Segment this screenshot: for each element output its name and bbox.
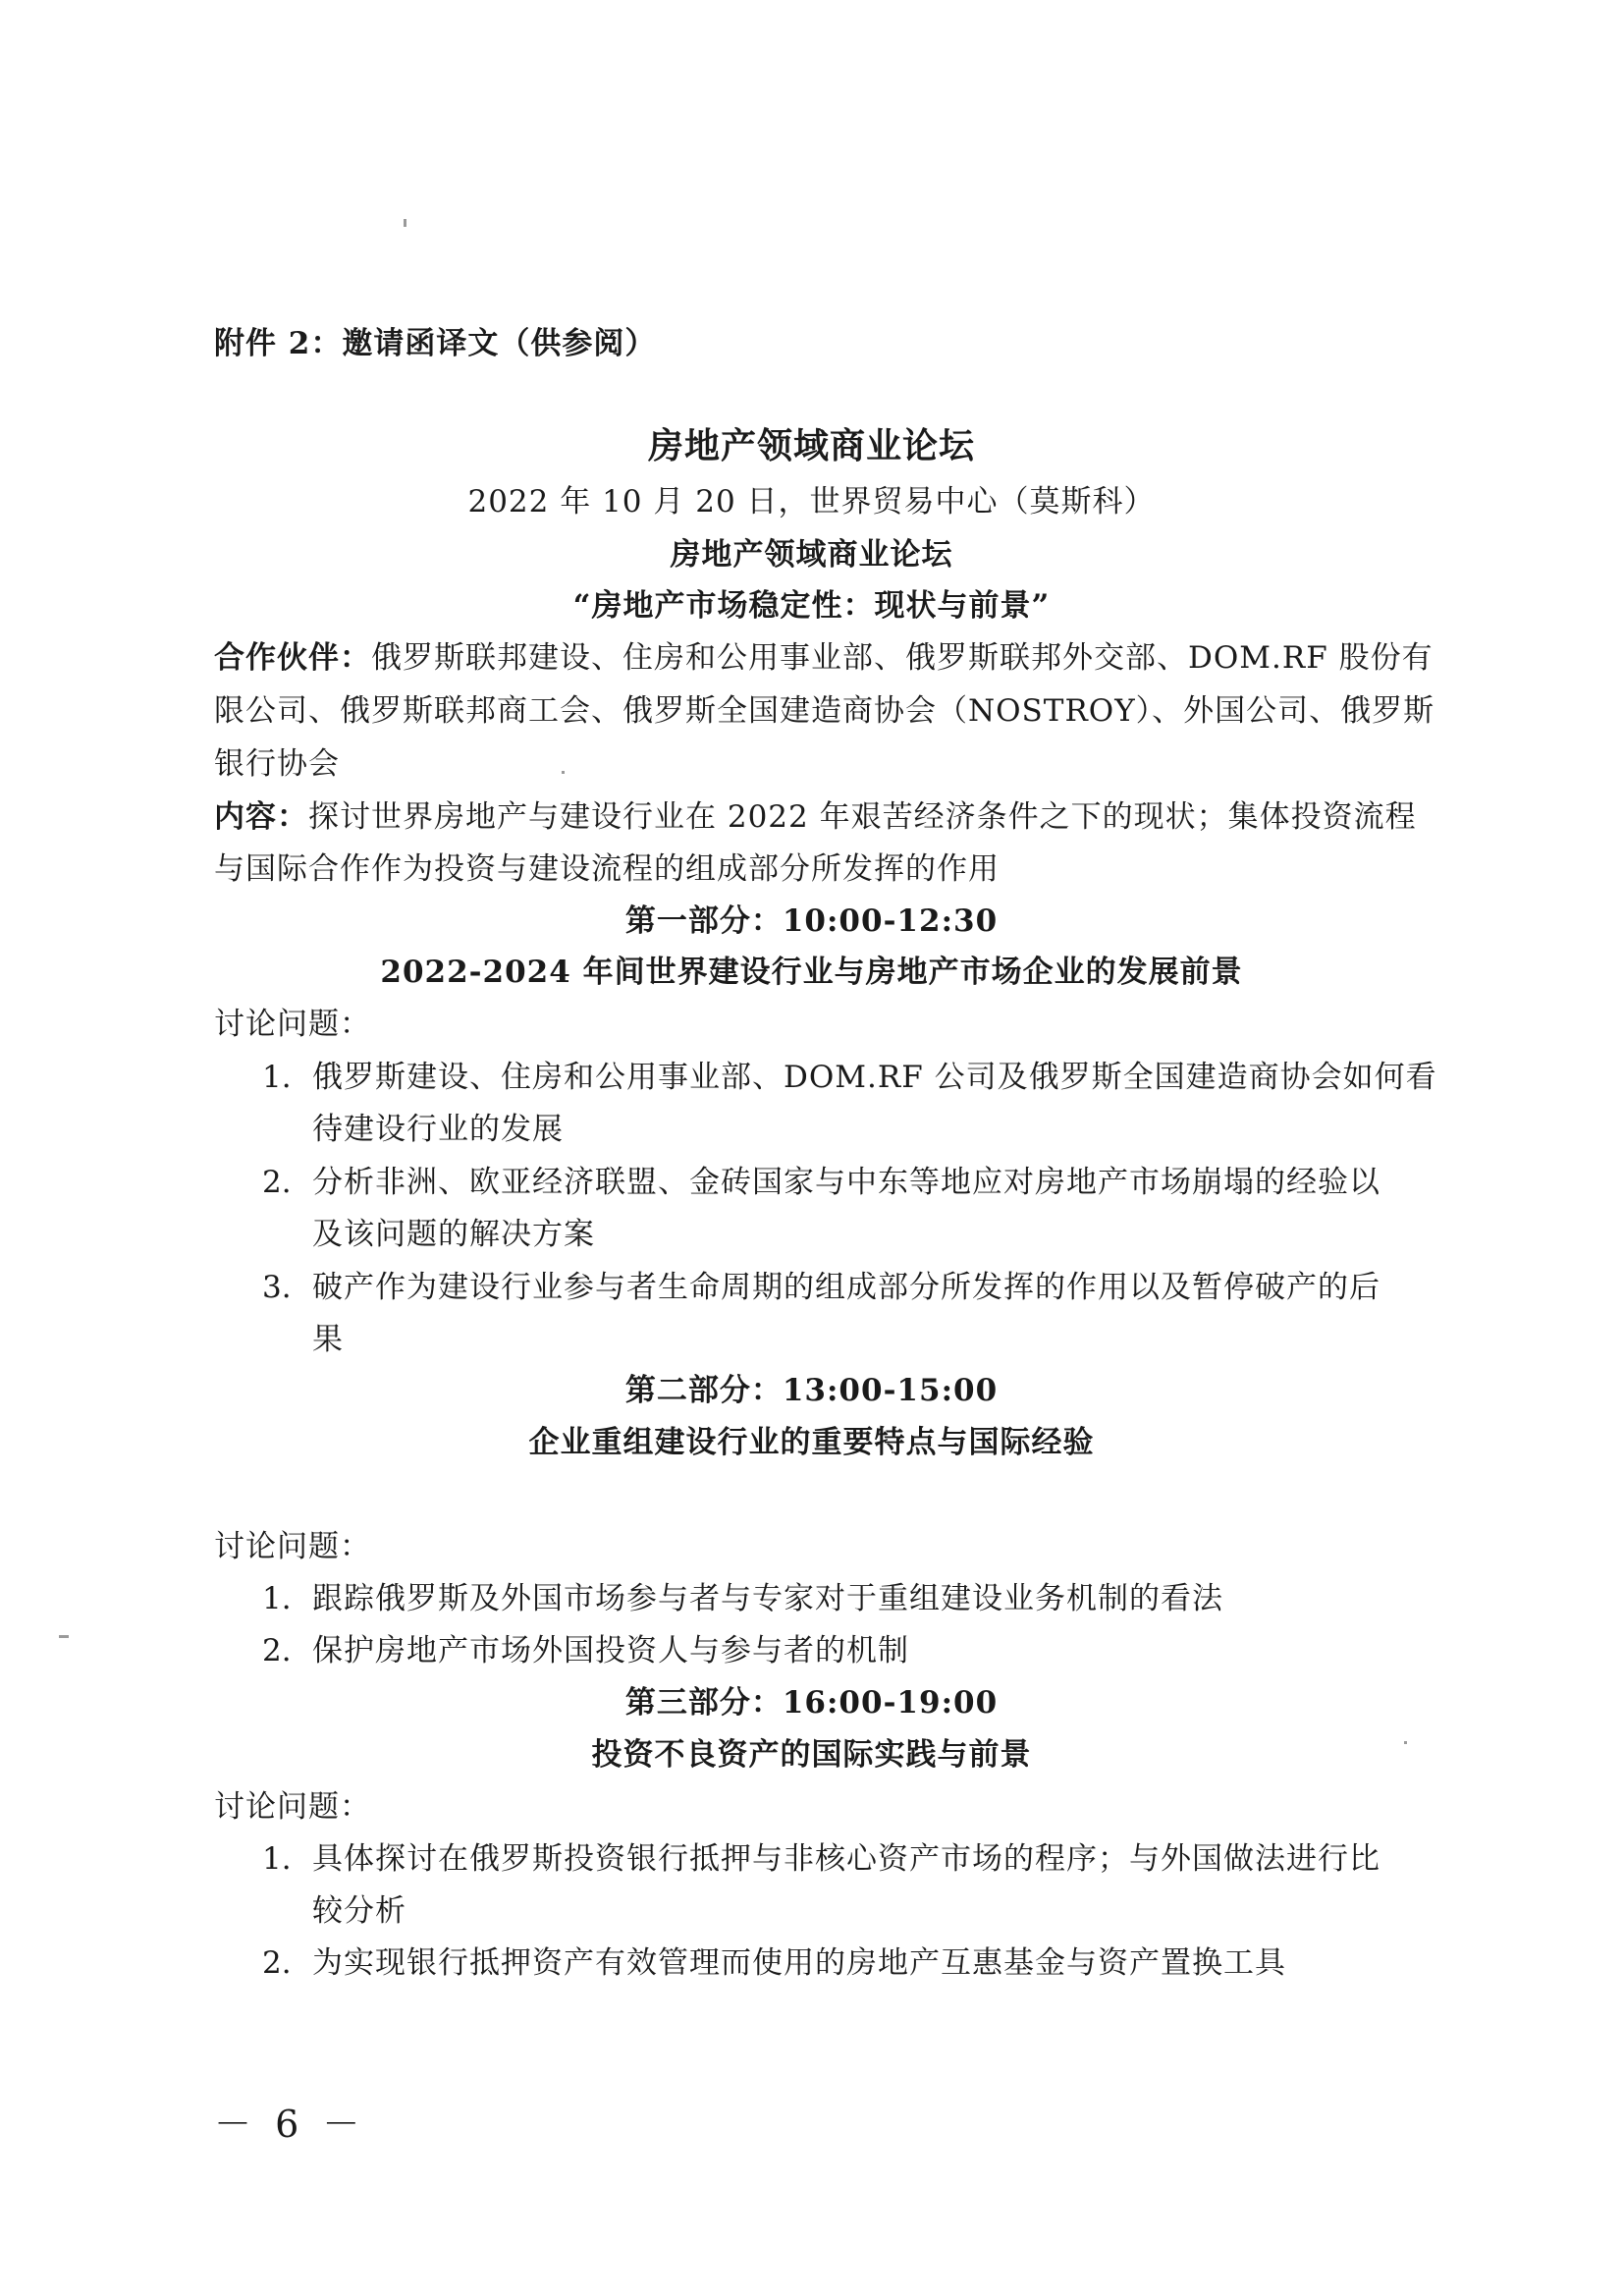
partners-line-2: 限公司、俄罗斯联邦商工会、俄罗斯全国建造商协会（NOSTROY）、外国公司、俄罗斯 [214, 693, 1435, 729]
content-line-2: 与国际合作作为投资与建设流程的组成部分所发挥的作用 [214, 851, 1000, 887]
attachment-label: 附件 2：邀请函译文（供参阅） [214, 326, 657, 361]
section-3-heading: 第三部分：16:00-19:00 [624, 1685, 999, 1721]
section-1-item-2-line-1: 分析非洲、欧亚经济联盟、金砖国家与中东等地应对房地产市场崩塌的经验以 [312, 1165, 1380, 1200]
date-venue: 2022 年 10 月 20 日，世界贸易中心（莫斯科） [467, 484, 1156, 519]
section-3-item-1-line-2: 较分析 [312, 1893, 406, 1929]
section-1-item-1-line-1: 俄罗斯建设、住房和公用事业部、DOM.RF 公司及俄罗斯全国建造商协会如何看 [312, 1060, 1437, 1095]
section-1-item-2-line-2: 及该问题的解决方案 [312, 1217, 595, 1252]
page-number: － 6 － [214, 2103, 366, 2146]
subtitle: 房地产领域商业论坛 [670, 537, 953, 573]
section-3-topic: 投资不良资产的国际实践与前景 [591, 1737, 1032, 1773]
section-1-item-1-number: 1. [262, 1060, 292, 1095]
section-1-item-3-number: 3. [262, 1270, 292, 1305]
section-3-questions-label: 讨论问题： [214, 1789, 371, 1825]
section-2-item-2-number: 2. [262, 1633, 292, 1668]
partners-line-3: 银行协会 [214, 746, 340, 782]
scan-speck [404, 219, 406, 227]
section-3-item-1-line-1: 具体探讨在俄罗斯投资银行抵押与非核心资产市场的程序；与外国做法进行比 [312, 1841, 1380, 1877]
section-2-item-2-line-1: 保护房地产市场外国投资人与参与者的机制 [312, 1633, 909, 1668]
section-2-item-1-line-1: 跟踪俄罗斯及外国市场参与者与专家对于重组建设业务机制的看法 [312, 1581, 1223, 1616]
scan-speck [1404, 1741, 1407, 1744]
partners-line-1 [214, 638, 1434, 678]
theme: “房地产市场稳定性：现状与前景” [572, 588, 1051, 624]
section-1-questions-label: 讨论问题： [214, 1007, 371, 1042]
section-3-item-2-line-1: 为实现银行抵押资产有效管理而使用的房地产互惠基金与资产置换工具 [312, 1945, 1286, 1981]
scan-speck [562, 771, 565, 774]
content-line-1 [214, 797, 1417, 837]
content-text: 探讨世界房地产与建设行业在 2022 年艰苦经济条件之下的现状；集体投资流程 [308, 799, 1417, 835]
section-1-item-1-line-2: 待建设行业的发展 [312, 1112, 564, 1147]
partners-text: 俄罗斯联邦建设、住房和公用事业部、俄罗斯联邦外交部、DOM.RF 股份有 [371, 640, 1434, 676]
section-1-item-2-number: 2. [262, 1165, 292, 1200]
section-1-heading: 第一部分：10:00-12:30 [624, 903, 999, 939]
content-label: 内容： [214, 799, 308, 835]
section-3-item-1-number: 1. [262, 1841, 292, 1877]
section-2-topic: 企业重组建设行业的重要特点与国际经验 [528, 1425, 1095, 1460]
scan-speck [59, 1635, 69, 1638]
section-1-topic: 2022-2024 年间世界建设行业与房地产市场企业的发展前景 [380, 955, 1243, 990]
section-2-item-1-number: 1. [262, 1581, 292, 1616]
partners-label: 合作伙伴： [214, 640, 371, 676]
page-title: 房地产领域商业论坛 [647, 425, 975, 466]
section-2-heading: 第二部分：13:00-15:00 [624, 1373, 999, 1408]
section-2-questions-label: 讨论问题： [214, 1529, 371, 1564]
section-3-item-2-number: 2. [262, 1945, 292, 1981]
section-1-item-3-line-1: 破产作为建设行业参与者生命周期的组成部分所发挥的作用以及暂停破产的后 [312, 1270, 1380, 1305]
section-1-item-3-line-2: 果 [312, 1322, 344, 1357]
